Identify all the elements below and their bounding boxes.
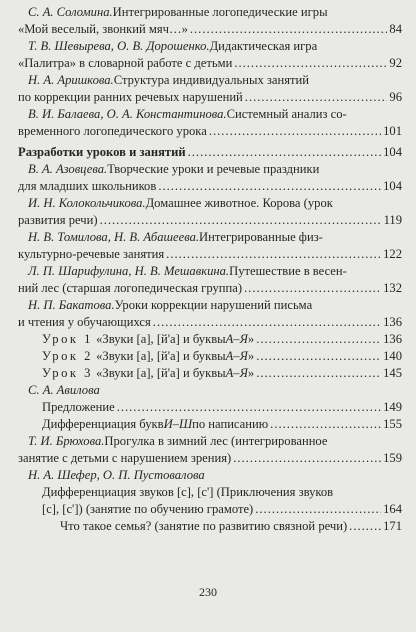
entry-page: 92 xyxy=(389,56,402,70)
entry-title: Что такое семья? (занятие по развитию связной речи) xyxy=(60,519,348,533)
entry-title: «Мой веселый, звонкий мяч…» xyxy=(18,22,188,36)
dot-leader xyxy=(244,280,381,297)
letters: А–Я xyxy=(225,349,248,363)
letters: А–Я xyxy=(225,332,248,346)
entry-title: ний лес (старшая логопедическая группа) xyxy=(18,281,243,295)
dot-leader xyxy=(158,178,381,195)
entry-title: Дифференциация букв xyxy=(42,417,164,431)
toc-entry-continuation xyxy=(18,123,402,140)
entry-title: Системный анализ со- xyxy=(226,107,347,121)
entry-page: 155 xyxy=(383,417,402,431)
entry-title: [с], [с']) (занятие по обучению грамоте) xyxy=(42,502,254,516)
entry-title: Предложение xyxy=(42,400,115,414)
toc-entry-continuation xyxy=(18,21,402,38)
dot-leader xyxy=(256,331,381,348)
toc-subentry xyxy=(18,399,402,416)
toc-entry xyxy=(18,195,402,212)
entry-author: Т. В. Шевырева, О. В. Дорошенко. xyxy=(28,39,210,53)
entry-title-end: по написанию xyxy=(192,417,269,431)
entry-title: культурно-речевые занятия xyxy=(18,247,165,261)
dot-leader xyxy=(256,365,381,382)
entry-title: Интегрированные логопедические игры xyxy=(112,5,328,19)
entry-page: 122 xyxy=(383,247,402,261)
entry-page: 119 xyxy=(383,213,402,227)
dot-leader xyxy=(209,123,381,140)
toc-entry xyxy=(18,161,402,178)
entry-page: 136 xyxy=(383,315,402,329)
toc-entry xyxy=(18,229,402,246)
entry-author: Т. И. Брюхова. xyxy=(28,434,105,448)
dot-leader xyxy=(153,314,381,331)
entry-page: 164 xyxy=(383,502,402,516)
toc-subentry xyxy=(18,484,402,501)
quote-close: » xyxy=(247,332,255,346)
entry-title: для младших школьников xyxy=(18,179,157,193)
entry-title: «Звуки [а], [й'а] и буквы xyxy=(96,349,226,363)
toc-entry-continuation xyxy=(18,280,402,297)
entry-page: 101 xyxy=(383,124,402,138)
entry-title: Творческие уроки и речевые праздники xyxy=(107,162,320,176)
entry-title: Структура индивидуальных занятий xyxy=(113,73,309,87)
entry-page: 159 xyxy=(383,451,402,465)
entry-title: Путешествие в весен- xyxy=(229,264,347,278)
entry-author: Л. П. Шарифулина, Н. В. Мешавкина. xyxy=(28,264,230,278)
entry-title: Прогулка в зимний лес (интегрированное xyxy=(104,434,328,448)
entry-page: 84 xyxy=(389,22,402,36)
dot-leader xyxy=(270,416,381,433)
entry-title: Домашнее животное. Корова (урок xyxy=(145,196,333,210)
toc-entry-continuation xyxy=(18,314,402,331)
toc-entry xyxy=(18,467,402,484)
dot-leader xyxy=(233,450,381,467)
entry-author: И. Н. Колокольчикова. xyxy=(28,196,146,210)
dot-leader xyxy=(188,144,381,161)
entry-title: «Палитра» в словарной работе с детьми xyxy=(18,56,233,70)
toc-entry xyxy=(18,297,402,314)
toc-entry-continuation xyxy=(18,89,402,106)
entry-page: 96 xyxy=(389,90,402,104)
toc-entry xyxy=(18,382,402,399)
entry-author: В. И. Балаева, О. А. Константинова. xyxy=(28,107,227,121)
dot-leader xyxy=(117,399,381,416)
toc-entry xyxy=(18,38,402,55)
toc-entry xyxy=(18,263,402,280)
entry-page: 104 xyxy=(383,179,402,193)
entry-author: С. А. Соломина. xyxy=(28,5,113,19)
toc-subentry xyxy=(18,518,402,535)
toc-entry xyxy=(18,106,402,123)
toc-entry xyxy=(18,4,402,21)
dot-leader xyxy=(255,501,381,518)
page-number: 230 xyxy=(199,585,217,599)
toc-subentry xyxy=(18,331,402,348)
entry-page: 136 xyxy=(383,332,402,346)
entry-author: В. А. Азовцева. xyxy=(28,162,108,176)
dot-leader xyxy=(245,89,388,106)
dot-leader xyxy=(166,246,381,263)
entry-title: развития речи) xyxy=(18,213,98,227)
entry-author: Н. В. Томилова, Н. В. Абашеева. xyxy=(28,230,200,244)
letters: И–Ш xyxy=(163,417,193,431)
quote-close: » xyxy=(247,349,255,363)
dot-leader xyxy=(349,518,381,535)
section-title: Разработки уроков и занятий xyxy=(18,145,186,159)
entry-author: Н. П. Бакатова. xyxy=(28,298,115,312)
entry-page: 140 xyxy=(383,349,402,363)
lesson-label: Урок 3 xyxy=(42,366,93,380)
entry-author: С. А. Авилова xyxy=(28,383,100,397)
entry-title: Интегрированные физ- xyxy=(199,230,323,244)
entry-page: 145 xyxy=(383,366,402,380)
entry-page: 149 xyxy=(383,400,402,414)
entry-author: Н. А. Шефер, О. П. Пустовалова xyxy=(28,468,205,482)
toc-entry-continuation xyxy=(18,450,402,467)
toc-entry-continuation xyxy=(18,246,402,263)
toc-entry-continuation xyxy=(18,178,402,195)
dot-leader xyxy=(190,21,388,38)
entry-author: Н. А. Аришкова. xyxy=(28,73,114,87)
lesson-label: Урок 2 xyxy=(42,349,93,363)
entry-title: и чтения у обучающихся xyxy=(18,315,151,329)
section-heading xyxy=(18,144,402,161)
toc-entry-continuation xyxy=(18,212,402,229)
toc-entry xyxy=(18,433,402,450)
entry-title: по коррекции ранних речевых нарушений xyxy=(18,90,243,104)
toc-subentry xyxy=(18,416,402,433)
dot-leader xyxy=(256,348,381,365)
toc-entry xyxy=(18,72,402,89)
entry-title: «Звуки [а], [й'а] и буквы xyxy=(96,332,226,346)
letters: А–Я xyxy=(225,366,248,380)
dot-leader xyxy=(234,55,387,72)
entry-page: 171 xyxy=(383,519,402,533)
entry-title: «Звуки [а], [й'а] и буквы xyxy=(96,366,226,380)
toc-subentry xyxy=(18,365,402,382)
dot-leader xyxy=(100,212,382,229)
toc-subentry-continuation xyxy=(18,501,402,518)
entry-title: временного логопедического урока xyxy=(18,124,207,138)
toc-entry-continuation xyxy=(18,55,402,72)
entry-title: занятие с детьми с нарушением зрения) xyxy=(18,451,232,465)
quote-close: » xyxy=(247,366,255,380)
entry-title: Уроки коррекции нарушений письма xyxy=(114,298,313,312)
entry-title: Дифференциация звуков [с], [с'] (Приключения звуков xyxy=(42,485,334,499)
lesson-label: Урок 1 xyxy=(42,332,93,346)
entry-page: 132 xyxy=(383,281,402,295)
entry-title: Дидактическая игра xyxy=(209,39,318,53)
toc-subentry xyxy=(18,348,402,365)
entry-page: 104 xyxy=(383,145,402,159)
